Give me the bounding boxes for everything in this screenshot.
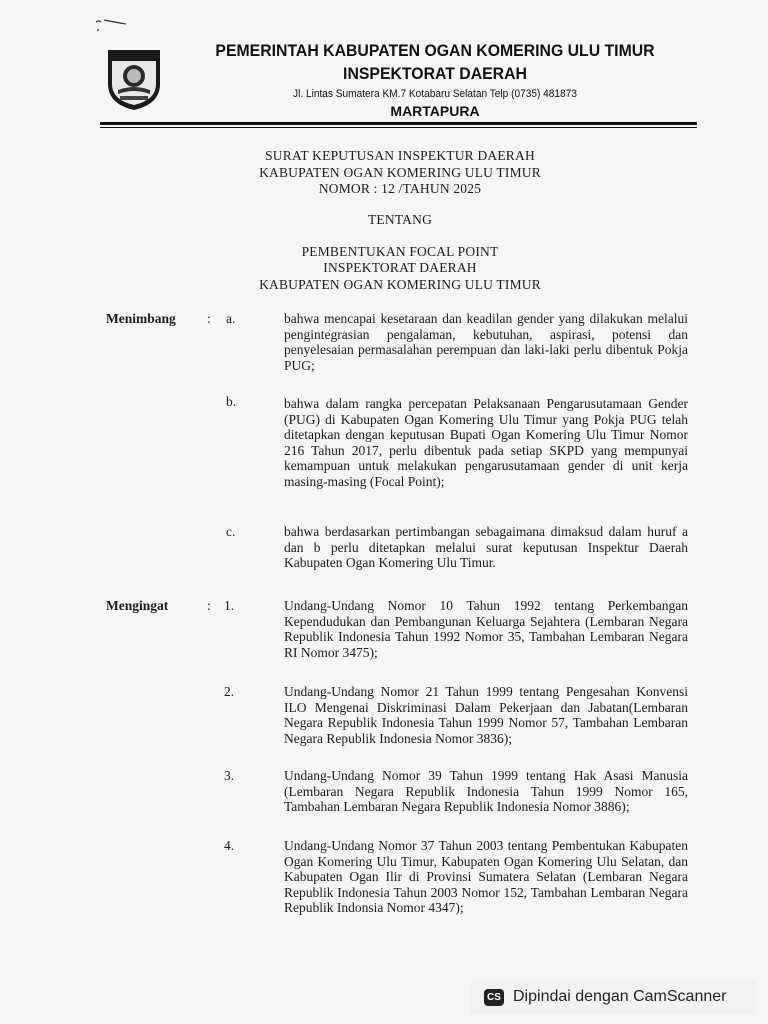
mengingat-label: Mengingat [106,598,169,613]
mengingat-item-1: Undang-Undang Nomor 10 Tahun 1992 tentang Perkembangan Kependudukan dan Pembangunan Keluarga Sejahtera (Lembaran Negara Republik Indonesia Tahun 1992 Nomor 35, Tambahan Lembaran Negara RI Nomor 3475); [284,598,688,660]
menimbang-item-c: bahwa berdasarkan pertimbangan sebagaimana dimaksud dalam huruf a dan b perlu ditetapkan melalui surat keputusan Inspektur Daerah Kabupaten Ogan Komering Ulu Timur. [284,524,688,571]
mengingat-colon: : [207,598,211,613]
header-divider-thick [100,122,697,125]
pen-mark [90,14,140,34]
mengingat-marker-4: 4. [224,838,235,853]
regency-emblem-logo [104,44,164,112]
menimbang-label: Menimbang [106,311,176,326]
decree-subject-line3: KABUPATEN OGAN KOMERING ULU TIMUR [259,277,541,292]
decree-title-line2: KABUPATEN OGAN KOMERING ULU TIMUR [259,165,541,180]
header-address: Jl. Lintas Sumatera KM.7 Kotabaru Selatan Telp (0735) 481873 [293,88,577,100]
camscanner-icon: CS [484,989,504,1006]
decree-subject-line1: PEMBENTUKAN FOCAL POINT [301,244,499,259]
menimbang-item-a: bahwa mencapai kesetaraan dan keadilan gender yang dilakukan melalui pengintegrasian pengalaman, kebutuhan, aspirasi, potensi dan penyelesaian permasalahan perempuan dan laki-laki perlu dibentuk Pokja PUG; [284,311,688,373]
menimbang-marker-a: a. [226,311,236,326]
mengingat-marker-3: 3. [224,768,235,783]
menimbang-marker-b: b. [226,394,237,409]
mengingat-marker-1: 1. [224,598,235,613]
camscanner-text: Dipindai dengan CamScanner [513,988,727,1005]
header-government-name: PEMERINTAH KABUPATEN OGAN KOMERING ULU TIMUR [215,41,655,60]
mengingat-item-4: Undang-Undang Nomor 37 Tahun 2003 tentang Pembentukan Kabupaten Ogan Komering Ulu Timur, Kabupaten Ogan Komering Ulu Selatan, dan Kabupaten Ogan Ilir di Provinsi Sumatera Selatan (Lembaran Negara Republik Indonesia Tahun 2003 Nomor 152, Tambahan Lembaran Negara Republik Indonsia Nomor 4347); [284,838,688,916]
mengingat-item-2: Undang-Undang Nomor 21 Tahun 1999 tentang Pengesahan Konvensi ILO Mengenai Diskriminasi Dalam Pekerjaan dan Jabatan(Lembaran Negara Republik Indonesia Tahun 1999 Nomor 57, Tambahan Lembaran Negara Republik Indonesia Nomor 3836); [284,684,688,746]
header-divider-thin [100,127,697,128]
mengingat-marker-2: 2. [224,684,235,699]
header-city: MARTAPURA [390,103,480,119]
decree-tentang: TENTANG [367,212,433,227]
header-agency-name: INSPEKTORAT DAERAH [343,64,527,83]
menimbang-colon: : [207,311,211,326]
camscanner-watermark [470,980,756,1014]
mengingat-item-3: Undang-Undang Nomor 39 Tahun 1999 tentang Hak Asasi Manusia (Lembaran Negara Republik Indonesia Tahun 1999 Nomor 165, Tambahan Lembaran Negara Republik Indonesia Nomor 3886); [284,768,688,815]
decree-subject-line2: INSPEKTORAT DAERAH [323,260,477,275]
decree-number: NOMOR : 12 /TAHUN 2025 [318,181,482,196]
decree-title-line1: SURAT KEPUTUSAN INSPEKTUR DAERAH [265,148,535,163]
menimbang-item-b: bahwa dalam rangka percepatan Pelaksanaan Pengarusutamaan Gender (PUG) di Kabupaten Ogan Komering Ulu Timur yang Pokja PUG telah ditetapkan dengan keputusan Bupati Ogan Komering Ulu Timur Nomor 216 Tahun 2017, perlu dibentuk pada setiap SKPD yang mempunyai kemampuan untuk melakukan pengarusutamaan gender di unit kerja masing-masing (Focal Point); [284,396,688,489]
menimbang-marker-c: c. [226,524,236,539]
